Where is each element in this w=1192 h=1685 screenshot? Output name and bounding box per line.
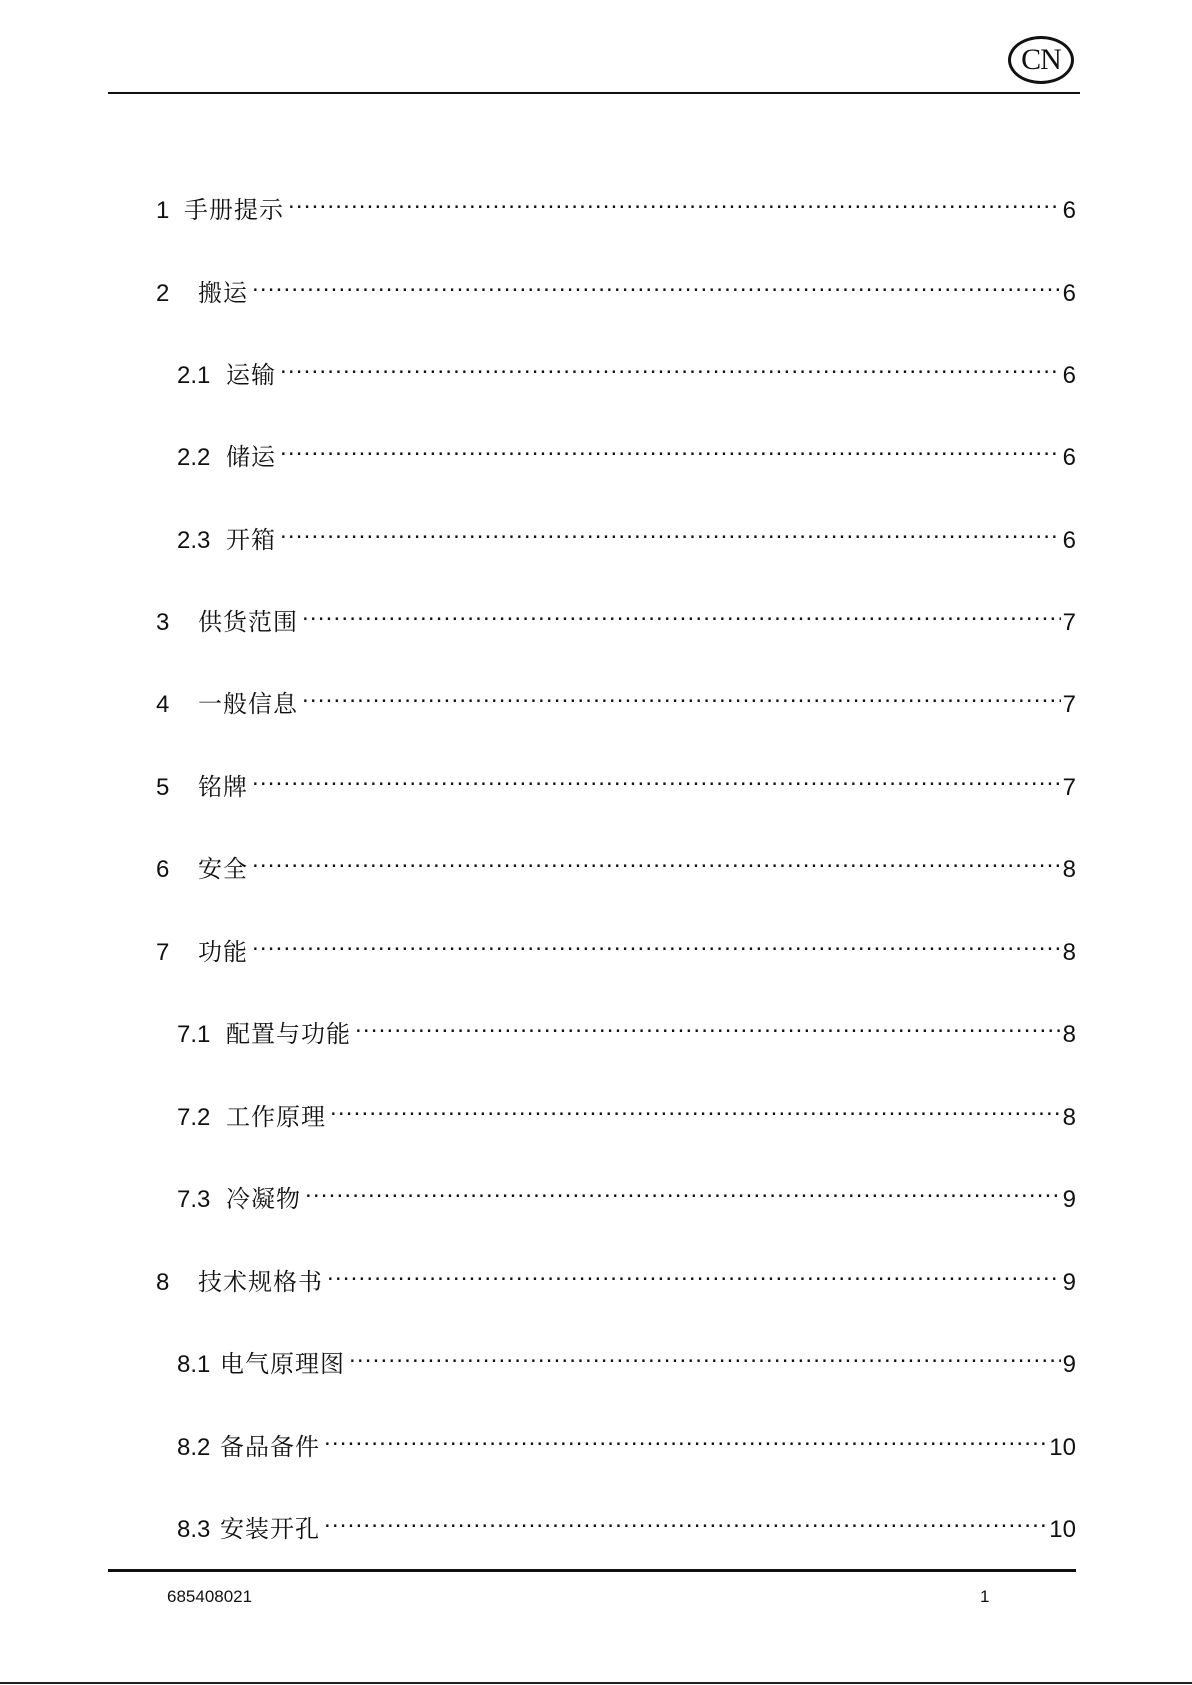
toc-leader-dots	[305, 1173, 1061, 1207]
toc-leader-dots	[327, 1256, 1061, 1290]
toc-leader-dots	[280, 431, 1061, 465]
toc-entry-title: 开箱	[226, 527, 276, 554]
toc-entry-page: 8	[1062, 939, 1076, 966]
document-code: 685408021	[167, 1587, 253, 1606]
toc-entry-page: 10	[1049, 1434, 1076, 1461]
toc-entry-title: 储运	[226, 444, 276, 471]
toc-entry-page: 6	[1062, 444, 1076, 471]
toc-leader-dots	[280, 349, 1061, 383]
toc-entry-8-2[interactable]	[177, 1421, 1076, 1461]
page-number: 1	[980, 1587, 990, 1606]
toc-entry-title: 电气原理图	[220, 1351, 345, 1378]
toc-leader-dots	[324, 1421, 1047, 1455]
toc-entry-4[interactable]	[156, 678, 1076, 718]
toc-entry-7-2[interactable]	[177, 1091, 1076, 1131]
toc-entry-7-1[interactable]	[177, 1008, 1076, 1048]
toc-leader-dots	[355, 1008, 1061, 1042]
toc-entry-8-3[interactable]	[177, 1503, 1076, 1543]
toc-entry-title: 功能	[198, 939, 248, 966]
toc-entry-number: 7.1	[177, 1021, 211, 1048]
toc-entry-title: 安装开孔	[220, 1516, 320, 1543]
toc-entry-8[interactable]	[156, 1256, 1076, 1296]
toc-entry-number: 8	[156, 1269, 170, 1296]
toc-entry-3[interactable]	[156, 596, 1076, 636]
toc-entry-page: 8	[1062, 856, 1076, 883]
toc-leader-dots	[252, 926, 1061, 960]
toc-entry-title: 铭牌	[198, 774, 248, 801]
toc-entry-page: 9	[1062, 1186, 1076, 1213]
toc-leader-dots	[330, 1091, 1061, 1125]
toc-entry-1[interactable]	[156, 184, 1076, 224]
toc-entry-page: 6	[1062, 280, 1076, 307]
toc-entry-title: 一般信息	[198, 691, 298, 718]
footer-divider	[108, 1569, 1076, 1572]
toc-entry-2[interactable]	[156, 267, 1076, 307]
toc-entry-6[interactable]	[156, 843, 1076, 883]
toc-entry-title: 备品备件	[220, 1434, 320, 1461]
header-divider	[108, 92, 1080, 94]
toc-entry-number: 7	[156, 939, 170, 966]
toc-leader-dots	[252, 267, 1061, 301]
toc-entry-page: 6	[1062, 197, 1076, 224]
toc-entry-title: 手册提示	[184, 197, 284, 224]
toc-entry-2-1[interactable]	[177, 349, 1076, 389]
toc-entry-number: 2.1	[177, 362, 211, 389]
toc-entry-title: 供货范围	[198, 609, 298, 636]
toc-entry-page: 10	[1049, 1516, 1076, 1543]
toc-entry-title: 技术规格书	[198, 1269, 323, 1296]
toc-leader-dots	[349, 1338, 1061, 1372]
toc-entry-number: 5	[156, 774, 170, 801]
toc-leader-dots	[302, 596, 1061, 630]
toc-entry-title: 配置与功能	[226, 1021, 351, 1048]
toc-entry-title: 运输	[226, 362, 276, 389]
toc-entry-page: 6	[1062, 362, 1076, 389]
toc-entry-2-3[interactable]	[177, 514, 1076, 554]
toc-entry-5[interactable]	[156, 761, 1076, 801]
toc-entry-8-1[interactable]	[177, 1338, 1076, 1378]
toc-entry-title: 安全	[198, 856, 248, 883]
toc-leader-dots	[252, 843, 1061, 877]
toc-entry-page: 6	[1062, 527, 1076, 554]
toc-leader-dots	[252, 761, 1061, 795]
toc-entry-number: 6	[156, 856, 170, 883]
toc-entry-page: 9	[1062, 1269, 1076, 1296]
toc-entry-7[interactable]	[156, 926, 1076, 966]
page-bottom-edge	[0, 1682, 1192, 1684]
toc-entry-number: 4	[156, 691, 170, 718]
toc-entry-number: 7.3	[177, 1186, 211, 1213]
toc-leader-dots	[302, 678, 1061, 712]
toc-entry-page: 7	[1062, 691, 1076, 718]
toc-entry-7-3[interactable]	[177, 1173, 1076, 1213]
toc-entry-page: 7	[1062, 609, 1076, 636]
toc-entry-number: 7.2	[177, 1104, 211, 1131]
toc-entry-page: 8	[1062, 1104, 1076, 1131]
toc-entry-page: 7	[1062, 774, 1076, 801]
toc-entry-number: 2.2	[177, 444, 211, 471]
toc-leader-dots	[288, 184, 1061, 218]
toc-entry-title: 搬运	[198, 280, 248, 307]
toc-leader-dots	[324, 1503, 1047, 1537]
toc-entry-2-2[interactable]	[177, 431, 1076, 471]
toc-entry-page: 9	[1062, 1351, 1076, 1378]
toc-entry-number: 8.1	[177, 1351, 211, 1378]
toc-entry-number: 8.2	[177, 1434, 211, 1461]
language-badge: CN	[1008, 36, 1074, 84]
toc-entry-number: 2.3	[177, 527, 211, 554]
toc-entry-title: 工作原理	[226, 1104, 326, 1131]
toc-entry-title: 冷凝物	[226, 1186, 301, 1213]
toc-entry-number: 2	[156, 280, 170, 307]
toc-entry-number: 1	[156, 197, 170, 224]
toc-entry-number: 8.3	[177, 1516, 211, 1543]
toc-entry-number: 3	[156, 609, 170, 636]
toc-leader-dots	[280, 514, 1061, 548]
toc-entry-page: 8	[1062, 1021, 1076, 1048]
